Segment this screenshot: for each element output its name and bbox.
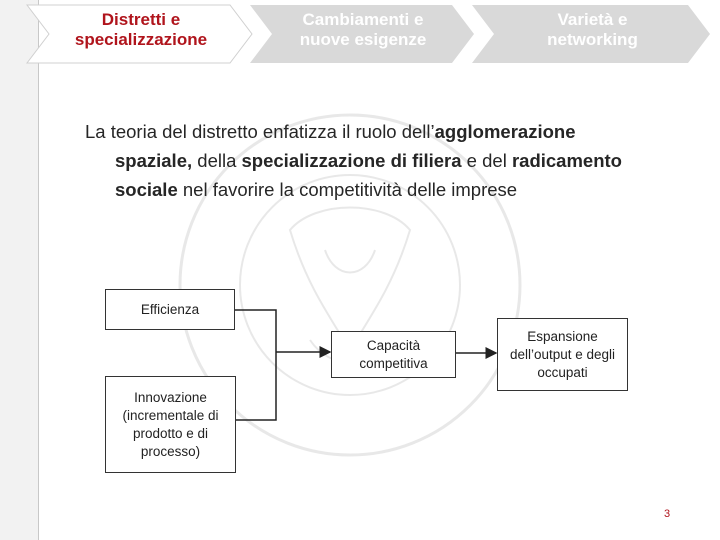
lead-bold: spaziale, [115, 150, 193, 171]
box-innovazione [105, 376, 236, 473]
connector-efficienza [235, 310, 276, 352]
lead-bold: sociale [115, 179, 178, 200]
lead-bold: radicamento [511, 150, 622, 171]
lead-text: La teoria del distretto enfatizza il ruolo dell’ [85, 121, 435, 142]
tab-label-line1: Distretti e [101, 10, 181, 29]
box-capacita-competitiva [331, 331, 456, 378]
box-label: Espansione dell’output e degli occupati [509, 328, 616, 380]
lead-text: nel favorire la competitività delle imprese [177, 179, 518, 200]
lead-bold: specializzazione di filiera [241, 150, 462, 171]
tab-label-line1: Varietà e [557, 10, 628, 29]
box-espansione [497, 318, 628, 391]
tab-label-line2: networking [547, 30, 638, 49]
lead-text: e del [461, 150, 512, 171]
connector-innovazione [236, 352, 276, 420]
page-number: 3 [664, 508, 671, 520]
tab-label-line2: nuove esigenze [299, 30, 427, 49]
box-label: Capacità competitiva [359, 337, 428, 371]
box-label: Efficienza [140, 301, 200, 317]
tab-label-line2: specializzazione [74, 30, 208, 49]
box-efficienza [105, 289, 235, 330]
lead-text: della [192, 150, 242, 171]
box-label: Innovazione (incrementale di prodotto e di processo) [122, 389, 219, 459]
lead-bold: agglomerazione [434, 121, 576, 142]
tab-label-line1: Cambiamenti e [302, 10, 424, 29]
